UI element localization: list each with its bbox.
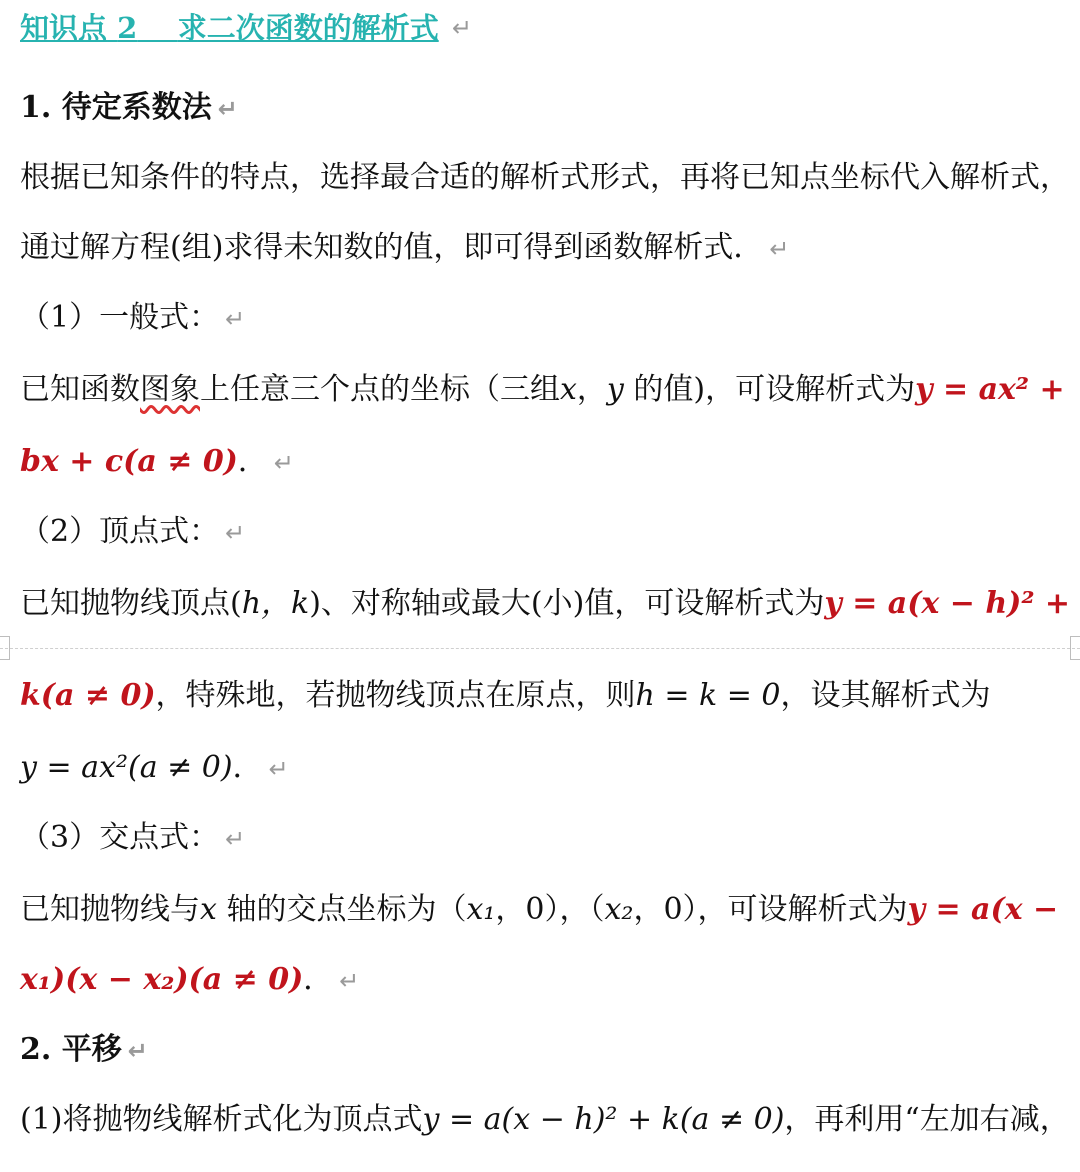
paragraph-mark-icon: ↵ [339, 967, 360, 995]
shift-text-a: (1)将抛物线解析式化为顶点式 [20, 1102, 423, 1137]
general-form-formula-line [20, 440, 1074, 485]
general-formula-part2: bx + c(a ≠ 0) [20, 444, 238, 479]
section2-title: 2. 平移 [20, 1032, 122, 1067]
intercept-form-formula-line [20, 958, 1074, 1003]
heading-number: 2 [117, 11, 138, 45]
vertex-text-d: ，设其解析式为 [780, 678, 991, 713]
vertex-text-a: 已知抛物线顶点( [20, 586, 242, 621]
intro-line2: 通过解方程(组)求得未知数的值，即可得到函数解析式． [20, 230, 764, 265]
general-text-a: 已知函数 [20, 372, 140, 407]
page-break-line [0, 648, 1080, 649]
paragraph-mark-icon: ↵ [127, 1037, 148, 1065]
general-comma: ， [576, 372, 607, 407]
paragraph-mark-icon: ↵ [217, 95, 238, 123]
paragraph-mark-icon: ↵ [225, 825, 246, 853]
paragraph-mark-icon: ↵ [273, 449, 294, 477]
heading-prefix: 知识点 [20, 11, 108, 45]
general-end: ． [237, 444, 268, 479]
vertex-formula-part2: k(a ≠ 0) [20, 678, 156, 713]
intercept-form-label-line [20, 816, 1074, 861]
heading-title: 求二次函数的解析式 [177, 11, 439, 45]
vertex-origin-formula-line [20, 746, 1074, 791]
intercept-formula-part2: x₁)(x − x₂)(a ≠ 0) [20, 962, 304, 997]
vertex-end: ． [232, 750, 263, 785]
vertex-form-label: （2）顶点式： [20, 514, 220, 549]
intercept-end: ． [303, 962, 334, 997]
shift-paragraph-line1 [20, 1098, 1074, 1142]
paragraph-mark-icon: ↵ [268, 755, 289, 783]
intercept-sep: ，0），（ [495, 892, 605, 927]
intercept-formula-part1: y = a(x − [907, 892, 1059, 927]
vertex-origin-formula: y = ax²(a ≠ 0) [20, 750, 233, 785]
intro-line1: 根据已知条件的特点，选择最合适的解析式形式，再将已知点坐标代入解析式， [20, 160, 1070, 195]
vertex-form-label-line [20, 510, 1074, 555]
vertex-form-description [20, 582, 1074, 626]
page-corner-marker-left [0, 636, 10, 660]
paragraph-mark-icon: ↵ [225, 305, 246, 333]
section-title-translation [20, 1028, 1074, 1073]
page-corner-marker-right [1070, 636, 1080, 660]
intercept-text-a: 已知抛物线与 [20, 892, 200, 927]
knowledge-point-heading [20, 6, 1074, 50]
paragraph-mark-icon: ↵ [225, 519, 246, 547]
var-hk: h，k [241, 586, 310, 621]
general-text-c: 的值)，可设解析式为 [623, 372, 916, 407]
intercept-form-description [20, 888, 1074, 932]
vertex-formula-part1: y = a(x − h)² + [824, 586, 1071, 621]
var-y: y [606, 372, 624, 407]
intercept-text-b: 轴的交点坐标为（ [216, 892, 467, 927]
vertex-text-c: ，特殊地，若抛物线顶点在原点，则 [155, 678, 636, 713]
intro-paragraph-line1 [20, 156, 1074, 200]
intercept-text-c: ，0），可设解析式为 [633, 892, 908, 927]
paragraph-mark-icon: ↵ [769, 235, 790, 263]
vertex-form-formula-line [20, 674, 1074, 718]
var-x1: x₁ [466, 892, 496, 927]
var-x: x [560, 372, 577, 407]
section-title-undetermined-coefficients [20, 86, 1074, 131]
general-form-label-line [20, 296, 1074, 341]
section1-title: 1. 待定系数法 [20, 90, 212, 125]
vertex-condition: h = k = 0 [635, 678, 781, 713]
intercept-form-label: （3）交点式： [20, 820, 220, 855]
general-form-description [20, 368, 1074, 412]
shift-formula: y = a(x − h)² + k(a ≠ 0) [422, 1102, 785, 1137]
general-formula-part1: y = ax² + [915, 372, 1065, 407]
general-form-label: （1）一般式： [20, 300, 220, 335]
spellcheck-word: 图象 [140, 372, 200, 407]
var-x2: x₂ [604, 892, 634, 927]
var-x: x [200, 892, 217, 927]
intro-paragraph-line2 [20, 226, 1074, 271]
general-text-b: 上任意三个点的坐标（三组 [200, 372, 560, 407]
vertex-text-b: )、对称轴或最大(小)值，可设解析式为 [309, 586, 825, 621]
paragraph-mark-icon: ↵ [452, 14, 473, 42]
shift-text-b: ，再利用“左加右减， [784, 1102, 1070, 1137]
